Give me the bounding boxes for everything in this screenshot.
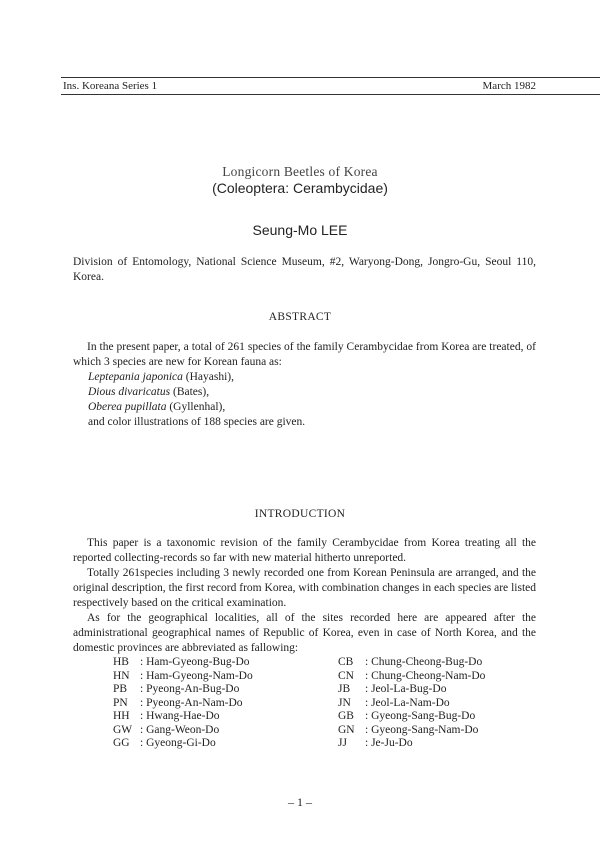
province-row: JJ : Je-Ju-Do: [338, 737, 413, 749]
province-code: GN: [338, 723, 355, 736]
province-name: Ham-Gyeong-Bug-Do: [146, 656, 250, 668]
province-code: GB: [338, 710, 354, 722]
province-row: GB : Gyeong-Sang-Bug-Do: [338, 710, 476, 722]
province-name: Gyeong-Sang-Bug-Do: [371, 710, 476, 722]
province-name: Hwang-Hae-Do: [146, 710, 220, 722]
province-name: Pyeong-An-Bug-Do: [146, 683, 240, 695]
province-code: HH: [113, 710, 130, 722]
province-code: HB: [113, 656, 129, 668]
province-name: Ham-Gyeong-Nam-Do: [146, 669, 253, 682]
intro-paragraph-3: As for the geographical localities, all of the sites recorded here are appeared after the administrational geographical names of Republic of Korea, even in case of North Korea, and the domestic provinces are abbreviated as fallowing:: [73, 612, 536, 654]
province-row: PN : Pyeong-An-Nam-Do: [113, 696, 243, 709]
header-rule-top: [61, 77, 600, 78]
issue-date: March 1982: [482, 80, 536, 92]
intro-paragraph-2: Totally 261species including 3 newly recorded one from Korean Peninsula are arranged, and the original description, the first record from Korea, with combination changes in each species are listed respectively based on the critical examination.: [73, 567, 536, 609]
species-author: (Hayashi),: [182, 371, 234, 383]
province-row: HB : Ham-Gyeong-Bug-Do: [113, 656, 250, 668]
province-row: HN : Ham-Gyeong-Nam-Do: [113, 669, 253, 682]
affiliation: Division of Entomology, National Science Museum, #2, Waryong-Dong, Jongro-Gu, Seoul 110, Korea.: [73, 256, 536, 283]
province-name: Gang-Weon-Do: [146, 723, 220, 736]
abstract-closing: and color illustrations of 188 species are given.: [88, 416, 306, 428]
province-name: Je-Ju-Do: [371, 737, 413, 749]
province-row: CN : Chung-Cheong-Nam-Do: [338, 669, 486, 682]
province-name: Gyeong-Sang-Nam-Do: [371, 723, 479, 736]
province-code: HN: [113, 669, 130, 682]
abstract-intro: In the present paper, a total of 261 species of the family Cerambycidae from Korea are treated, of which 3 species are new for Korean fauna as:: [73, 341, 536, 368]
paper-subtitle: (Coleoptera: Cerambycidae): [212, 180, 388, 196]
province-row: CB : Chung-Cheong-Bug-Do: [338, 656, 483, 668]
abstract-heading: ABSTRACT: [268, 311, 332, 323]
species-item: [88, 370, 234, 385]
province-code: JN: [338, 696, 351, 709]
author-name: Seung-Mo LEE: [252, 222, 348, 238]
province-list-left: [113, 656, 253, 751]
province-row: JB : Jeol-La-Bug-Do: [338, 683, 447, 695]
province-code: PN: [113, 696, 128, 709]
province-row: GW : Gang-Weon-Do: [113, 723, 220, 736]
province-code: CN: [338, 669, 354, 682]
species-author: (Bates),: [170, 386, 210, 398]
paper-title: Longicorn Beetles of Korea: [222, 164, 378, 179]
province-code: GW: [113, 723, 133, 736]
species-author: (Gyllenhal),: [166, 401, 226, 413]
province-code: JJ: [338, 737, 347, 749]
intro-paragraph-1: This paper is a taxonomic revision of the family Cerambycidae from Korea treating all the reported collecting-records so far with new material hitherto unreported.: [73, 537, 536, 564]
province-row: HH : Hwang-Hae-Do: [113, 710, 220, 722]
province-code: CB: [338, 656, 354, 668]
province-row: GN : Gyeong-Sang-Nam-Do: [338, 723, 479, 736]
species-name: Dious divaricatus: [88, 386, 171, 398]
province-row: GG : Gyeong-Gi-Do: [113, 737, 216, 749]
journal-series: Ins. Koreana Series 1: [63, 80, 158, 92]
province-name: Chung-Cheong-Bug-Do: [371, 656, 483, 668]
province-name: Pyeong-An-Nam-Do: [146, 696, 243, 709]
province-name: Jeol-La-Nam-Do: [371, 696, 450, 709]
species-name: Oberea pupillata: [88, 401, 167, 413]
province-row: PB : Pyeong-An-Bug-Do: [113, 683, 240, 695]
province-code: JB: [338, 683, 351, 695]
introduction-body: [73, 536, 536, 656]
header-rule-bottom: [61, 94, 600, 95]
province-code: PB: [113, 683, 128, 695]
province-name: Gyeong-Gi-Do: [146, 737, 216, 749]
page-number: – 1 –: [288, 795, 312, 809]
introduction-heading: INTRODUCTION: [254, 508, 346, 520]
species-name: Leptepania japonica: [88, 371, 183, 383]
province-name: Chung-Cheong-Nam-Do: [371, 669, 486, 682]
province-row: JN : Jeol-La-Nam-Do: [338, 696, 450, 709]
species-item: [88, 400, 225, 415]
province-list-right: [338, 656, 485, 751]
abstract-body: [73, 340, 536, 370]
species-item: [88, 385, 209, 400]
province-code: GG: [113, 737, 130, 749]
province-name: Jeol-La-Bug-Do: [371, 683, 447, 695]
